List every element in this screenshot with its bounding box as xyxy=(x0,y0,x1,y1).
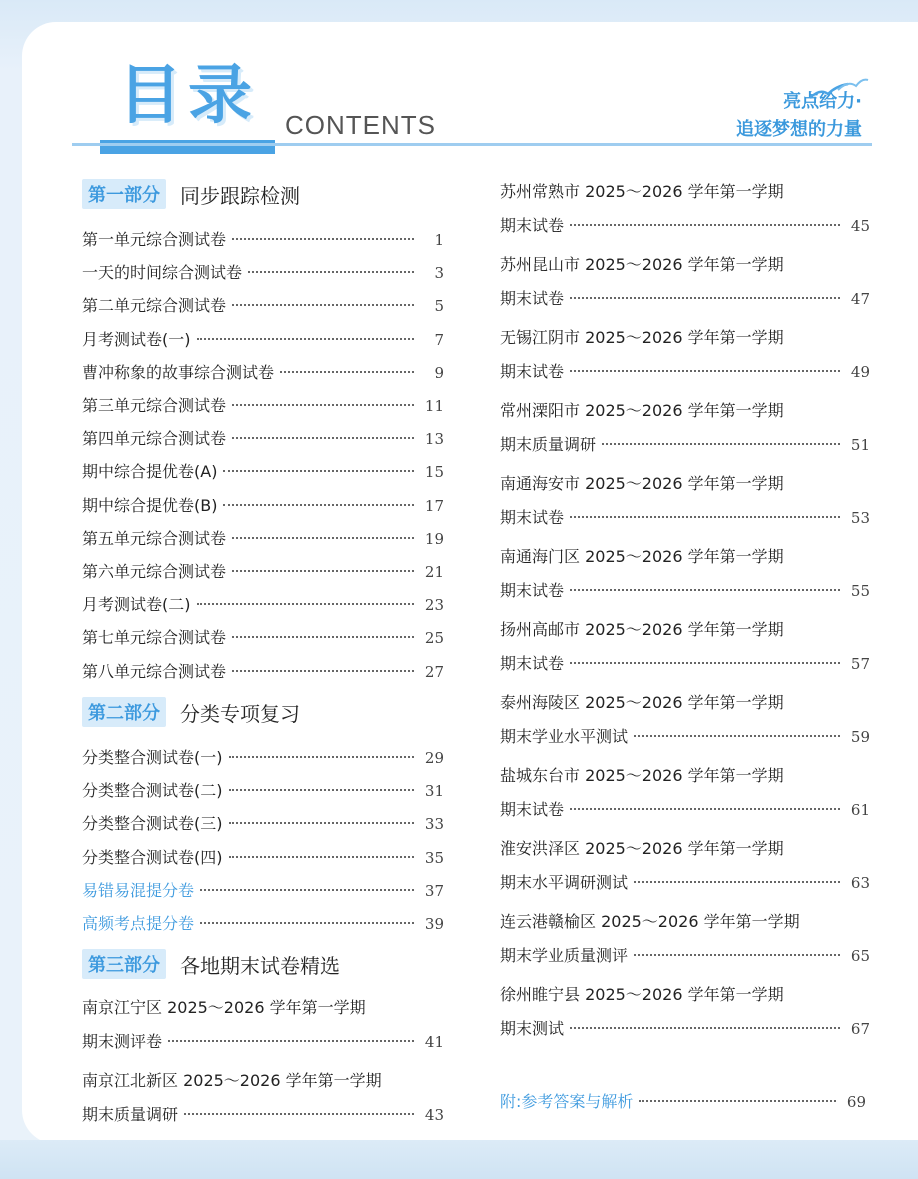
entry-page: 37 xyxy=(424,881,444,900)
entry-label: 第二单元综合测试卷 xyxy=(82,296,227,316)
toc-entry[interactable] xyxy=(500,212,870,240)
toc-entry[interactable] xyxy=(82,425,444,453)
toc-entry[interactable] xyxy=(82,777,444,805)
dot-leader xyxy=(634,735,840,737)
dot-leader xyxy=(634,881,840,883)
dot-leader xyxy=(570,370,840,372)
toc-entry[interactable] xyxy=(82,558,444,586)
dot-leader xyxy=(634,954,840,956)
entry-title-line[interactable]: 南通海安市 2025～2026 学年第一学期 xyxy=(500,474,784,493)
entry-title-line[interactable]: 南通海门区 2025～2026 学年第一学期 xyxy=(500,547,784,566)
entry-label: 第七单元综合测试卷 xyxy=(82,628,227,648)
entry-title-line[interactable]: 盐城东台市 2025～2026 学年第一学期 xyxy=(500,766,784,785)
entry-page: 23 xyxy=(424,596,444,615)
entry-page: 3 xyxy=(434,264,444,283)
entry-title-line[interactable]: 苏州昆山市 2025～2026 学年第一学期 xyxy=(500,255,784,274)
toc-entry[interactable] xyxy=(82,359,444,387)
entry-label: 月考测试卷(二) xyxy=(82,595,191,615)
entry-label: 期中综合提优卷(A) xyxy=(82,462,218,482)
section-title: 各地期末试卷精选 xyxy=(180,953,340,978)
section-tag: 第一部分 xyxy=(82,179,166,209)
dot-leader xyxy=(232,238,414,240)
dot-leader xyxy=(232,404,414,406)
entry-label: 分类整合测试卷(三) xyxy=(82,814,223,834)
toc-entry[interactable] xyxy=(500,431,870,459)
dot-leader xyxy=(570,516,840,518)
toc-entry[interactable] xyxy=(82,226,444,254)
entry-page: 15 xyxy=(424,463,444,482)
entry-label: 第五单元综合测试卷 xyxy=(82,528,227,548)
entry-page: 25 xyxy=(424,629,444,648)
entry-label: 期末试卷 xyxy=(500,508,565,527)
toc-entry[interactable] xyxy=(82,259,444,287)
entry-page: 57 xyxy=(850,655,870,673)
entry-label: 附:参考答案与解析 xyxy=(500,1092,634,1111)
dot-leader xyxy=(570,808,840,810)
dot-leader xyxy=(570,224,840,226)
entry-page: 33 xyxy=(424,815,444,834)
dot-leader xyxy=(232,537,414,539)
dot-leader xyxy=(223,470,414,472)
entry-label: 曹冲称象的故事综合测试卷 xyxy=(82,362,275,382)
dot-leader xyxy=(232,670,414,672)
dot-leader xyxy=(232,437,414,439)
toc-entry[interactable] xyxy=(500,1015,870,1043)
toc-entry[interactable] xyxy=(500,504,870,532)
entry-page: 69 xyxy=(846,1093,866,1111)
section-part3 xyxy=(82,948,340,980)
entry-title-line[interactable]: 南京江宁区 2025～2026 学年第一学期 xyxy=(82,998,366,1017)
entry-label: 期末试卷 xyxy=(500,800,565,819)
entry-title-line[interactable]: 徐州睢宁县 2025～2026 学年第一学期 xyxy=(500,985,784,1004)
dot-leader xyxy=(232,636,414,638)
entry-label: 期末试卷 xyxy=(500,289,565,308)
entry-page: 5 xyxy=(434,297,444,316)
section-part1 xyxy=(82,178,300,210)
entry-label: 期末测试 xyxy=(500,1019,565,1038)
entry-page: 31 xyxy=(424,782,444,801)
toc-entry[interactable] xyxy=(82,624,444,652)
entry-page: 13 xyxy=(424,430,444,449)
entry-page: 19 xyxy=(424,529,444,548)
entry-label: 期末质量调研 xyxy=(500,435,597,454)
entry-page: 35 xyxy=(424,848,444,867)
entry-page: 1 xyxy=(434,231,444,249)
entry-page: 41 xyxy=(424,1033,444,1051)
toc-entry[interactable] xyxy=(500,358,870,386)
toc-entry[interactable] xyxy=(82,326,444,354)
bottom-band xyxy=(0,1140,918,1179)
entry-page: 49 xyxy=(850,363,870,381)
toc-entry-appendix[interactable] xyxy=(500,1088,866,1116)
dot-leader xyxy=(229,756,415,758)
dot-leader xyxy=(200,922,414,924)
entry-page: 39 xyxy=(424,915,444,933)
entry-label: 分类整合测试卷(二) xyxy=(82,781,223,801)
toc-entry[interactable] xyxy=(82,458,444,486)
slogan-line-2: 追逐梦想的力量 xyxy=(736,119,862,140)
entry-label: 分类整合测试卷(四) xyxy=(82,847,223,867)
entry-label: 分类整合测试卷(一) xyxy=(82,748,223,767)
toc-entry[interactable] xyxy=(500,942,870,970)
toc-entry[interactable] xyxy=(82,810,444,838)
entry-page: 59 xyxy=(850,728,870,746)
entry-label: 第三单元综合测试卷 xyxy=(82,396,227,415)
toc-entry[interactable] xyxy=(82,492,444,520)
dot-leader xyxy=(229,789,415,791)
dot-leader xyxy=(570,662,840,664)
toc-entry[interactable] xyxy=(82,525,444,553)
page-title: 目录 xyxy=(118,59,258,133)
entry-page: 9 xyxy=(434,363,444,382)
dot-leader xyxy=(602,443,840,445)
entry-page: 47 xyxy=(850,290,870,308)
entry-label: 期末水平调研测试 xyxy=(500,873,629,892)
toc-entry[interactable] xyxy=(500,869,870,897)
toc-entry[interactable] xyxy=(82,1028,444,1056)
dot-leader xyxy=(184,1113,414,1115)
entry-page: 67 xyxy=(850,1020,870,1038)
dot-leader xyxy=(639,1100,836,1102)
entry-label: 第四单元综合测试卷 xyxy=(82,429,227,449)
entry-label: 期末学业水平测试 xyxy=(500,727,629,746)
dot-leader xyxy=(229,856,415,858)
entry-page: 61 xyxy=(850,801,870,819)
dot-leader xyxy=(200,889,414,891)
toc-entry[interactable] xyxy=(82,1101,444,1129)
toc-entry[interactable] xyxy=(82,844,444,872)
entry-label: 高频考点提分卷 xyxy=(82,914,195,933)
toc-entry[interactable] xyxy=(82,744,444,772)
dot-leader xyxy=(570,589,840,591)
entry-label: 期末试卷 xyxy=(500,216,565,235)
entry-page: 45 xyxy=(850,217,870,235)
entry-page: 55 xyxy=(850,582,870,600)
section-title: 分类专项复习 xyxy=(180,701,300,726)
dot-leader xyxy=(570,1027,840,1029)
entry-label: 第六单元综合测试卷 xyxy=(82,562,227,581)
entry-title-line[interactable]: 南京江北新区 2025～2026 学年第一学期 xyxy=(82,1071,382,1090)
toc-entry[interactable] xyxy=(82,292,444,320)
entry-title-line[interactable]: 淮安洪泽区 2025～2026 学年第一学期 xyxy=(500,839,784,858)
dot-leader xyxy=(197,338,415,340)
entry-label: 期末测评卷 xyxy=(82,1032,163,1051)
entry-page: 63 xyxy=(850,874,870,892)
section-tag: 第二部分 xyxy=(82,697,166,727)
dot-leader xyxy=(232,570,414,572)
toc-entry[interactable] xyxy=(82,658,444,686)
entry-page: 27 xyxy=(424,662,444,681)
entry-page: 43 xyxy=(424,1106,444,1124)
entry-label: 期末试卷 xyxy=(500,654,565,673)
dot-leader xyxy=(229,822,415,824)
entry-title-line[interactable]: 连云港赣榆区 2025～2026 学年第一学期 xyxy=(500,912,800,931)
entry-title-line[interactable]: 扬州高邮市 2025～2026 学年第一学期 xyxy=(500,620,784,639)
toc-entry[interactable] xyxy=(500,577,870,605)
entry-page: 17 xyxy=(424,496,444,515)
toc-entry[interactable] xyxy=(82,591,444,619)
dot-leader xyxy=(168,1040,414,1042)
section-tag: 第三部分 xyxy=(82,949,166,979)
entry-label: 易错易混提分卷 xyxy=(82,880,195,900)
entry-page: 21 xyxy=(424,563,444,581)
page-subtitle: CONTENTS xyxy=(285,110,436,140)
entry-page: 65 xyxy=(850,947,870,965)
entry-title-line[interactable]: 常州溧阳市 2025～2026 学年第一学期 xyxy=(500,401,784,420)
dot-leader xyxy=(232,304,414,306)
toc-entry[interactable] xyxy=(82,910,444,938)
entry-label: 期末学业质量测评 xyxy=(500,946,629,965)
toc-entry[interactable] xyxy=(500,723,870,751)
birds-icon xyxy=(808,76,870,104)
dot-leader xyxy=(248,271,414,273)
entry-label: 期末试卷 xyxy=(500,362,565,381)
dot-leader xyxy=(280,371,414,373)
toc-entry[interactable] xyxy=(82,392,444,420)
dot-leader xyxy=(223,504,414,506)
entry-label: 期中综合提优卷(B) xyxy=(82,495,218,515)
dot-leader xyxy=(197,603,415,605)
dot-leader xyxy=(570,297,840,299)
entry-label: 一天的时间综合测试卷 xyxy=(82,263,243,283)
toc-entry[interactable] xyxy=(500,796,870,824)
entry-label: 期末质量调研 xyxy=(82,1105,179,1124)
entry-label: 第一单元综合测试卷 xyxy=(82,230,227,249)
section-part2 xyxy=(82,696,300,728)
entry-page: 11 xyxy=(424,397,444,415)
toc-entry[interactable] xyxy=(500,285,870,313)
section-title: 同步跟踪检测 xyxy=(180,183,300,208)
entry-title-line[interactable]: 无锡江阴市 2025～2026 学年第一学期 xyxy=(500,328,784,347)
toc-entry[interactable] xyxy=(500,650,870,678)
toc-entry[interactable] xyxy=(82,877,444,905)
entry-page: 29 xyxy=(424,749,444,767)
entry-page: 53 xyxy=(850,509,870,527)
entry-page: 51 xyxy=(850,436,870,454)
entry-title-line[interactable]: 苏州常熟市 2025～2026 学年第一学期 xyxy=(500,182,784,201)
entry-title-line[interactable]: 泰州海陵区 2025～2026 学年第一学期 xyxy=(500,693,784,712)
entry-label: 月考测试卷(一) xyxy=(82,329,191,349)
slogan-line-1: 亮点给力· xyxy=(783,91,862,112)
entry-page: 7 xyxy=(434,330,444,349)
entry-label: 期末试卷 xyxy=(500,581,565,600)
entry-label: 第八单元综合测试卷 xyxy=(82,661,227,681)
